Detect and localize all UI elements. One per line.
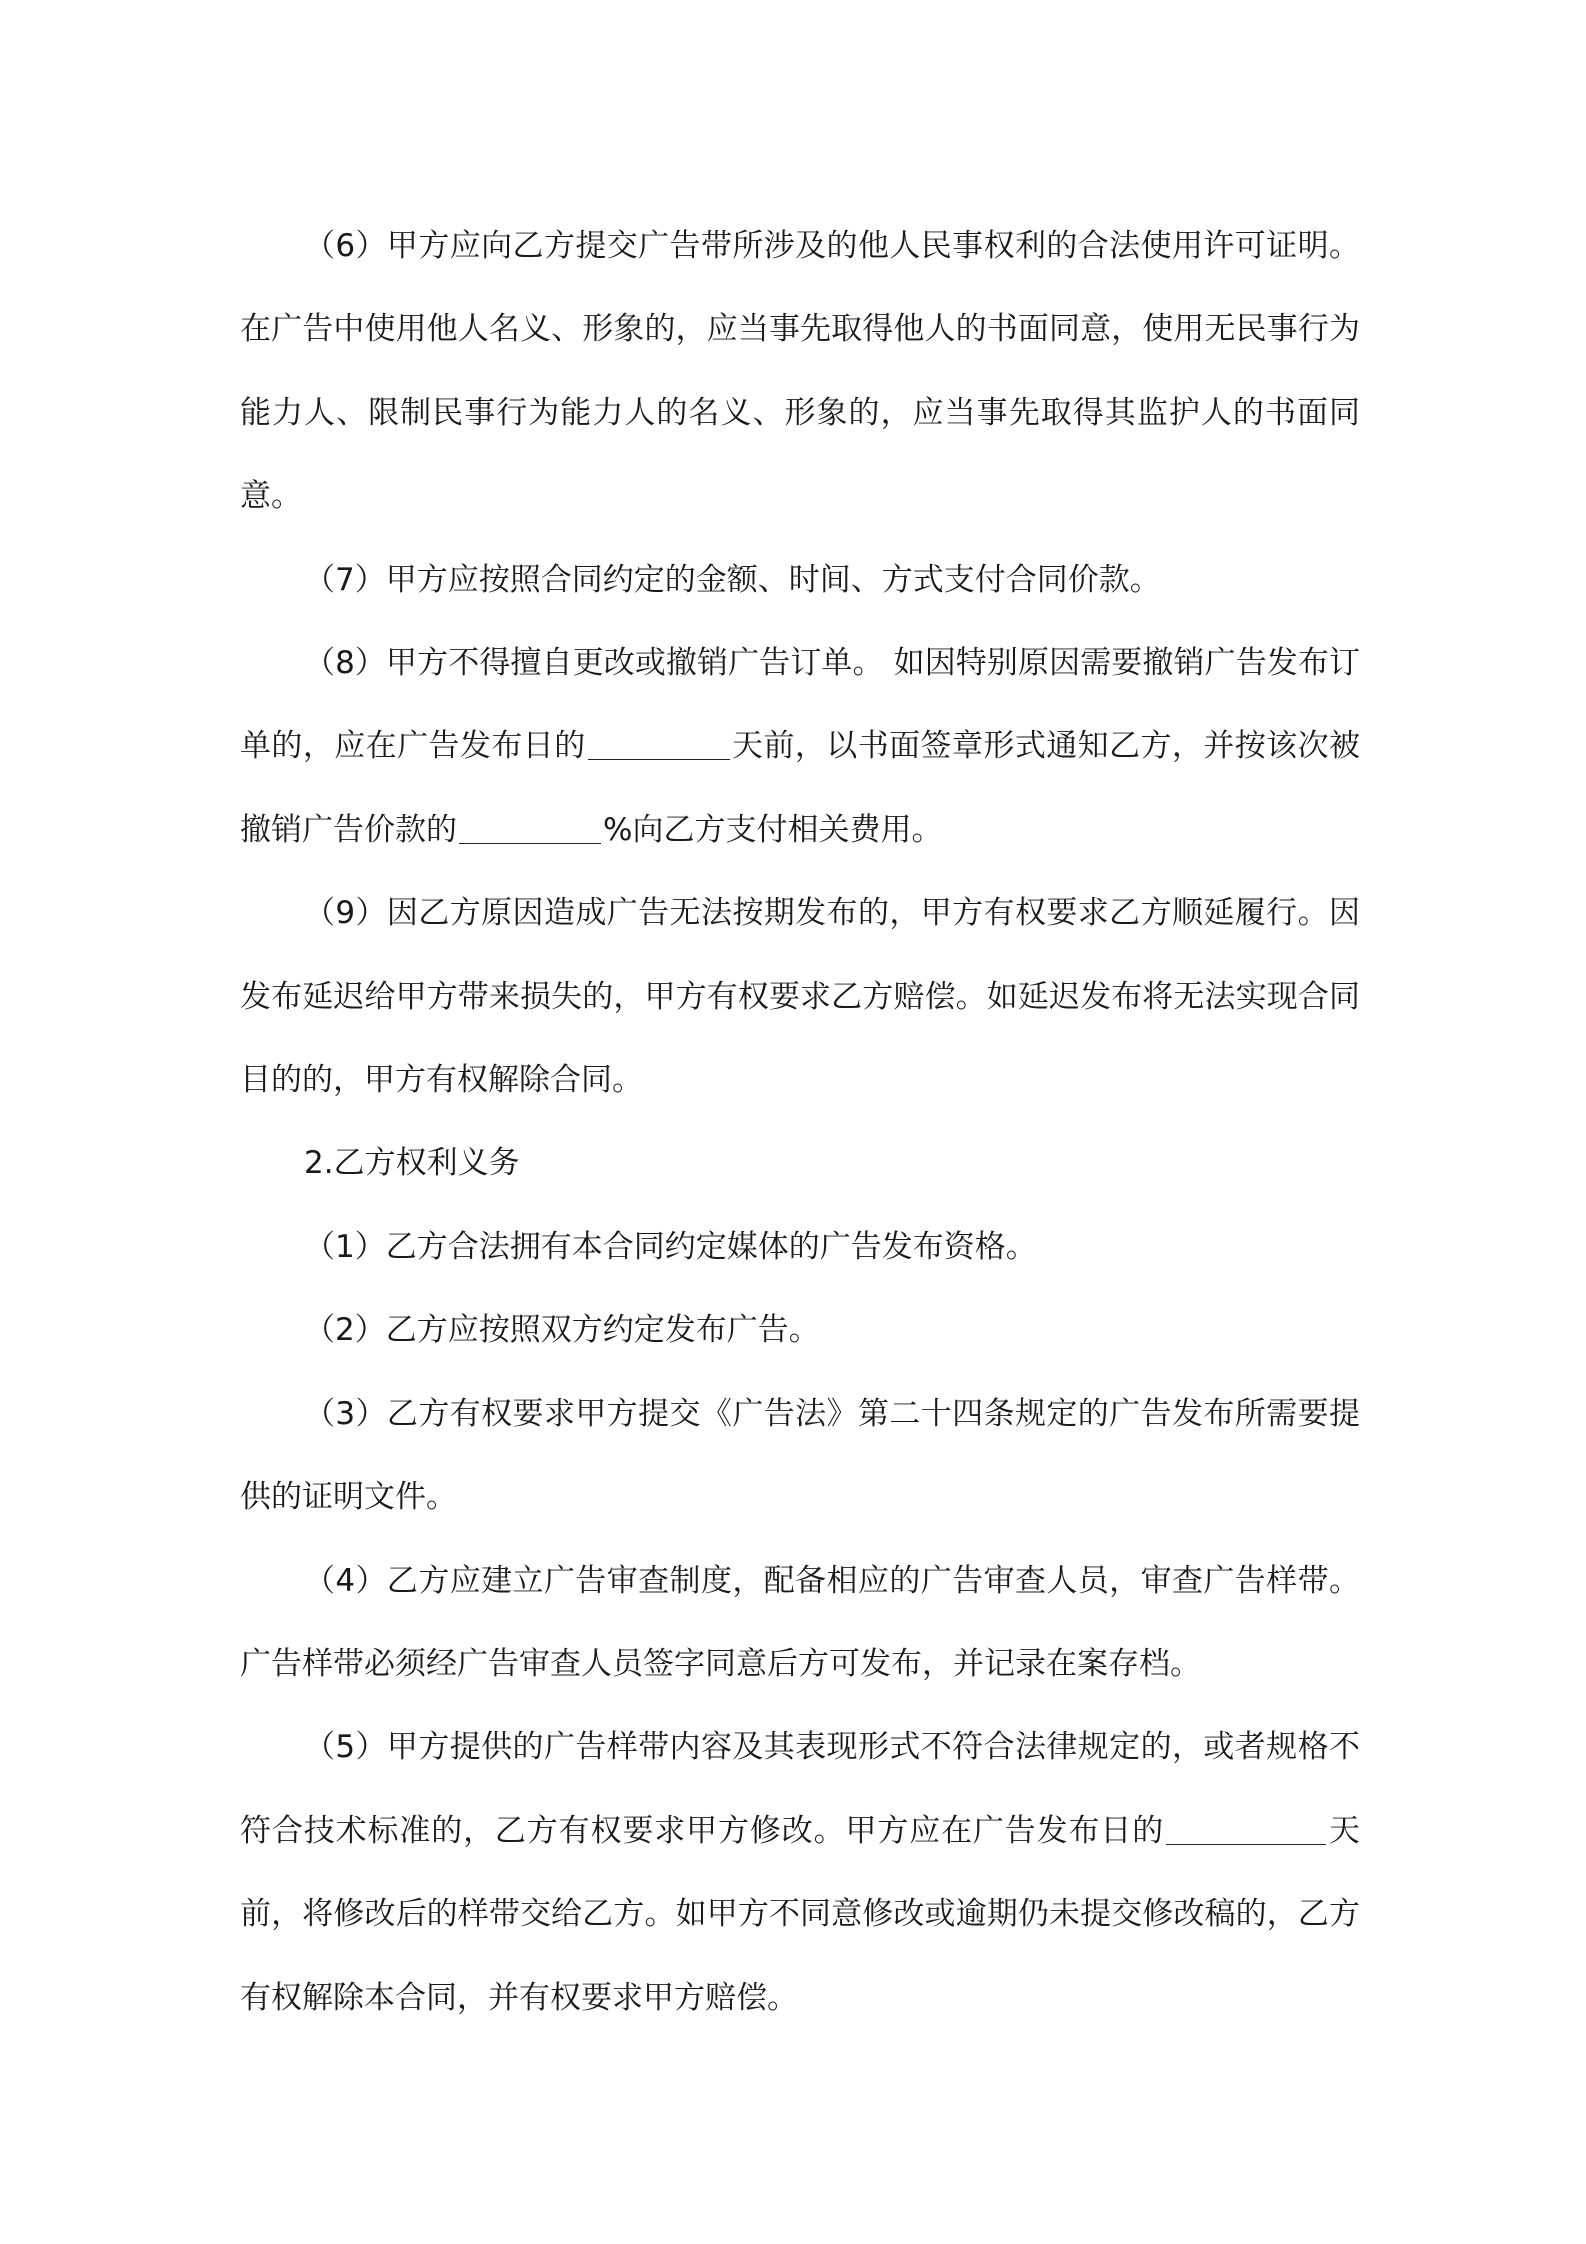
clause-a-9 bbox=[240, 872, 1360, 1122]
clause-b-1-text: （1）乙方合法拥有本合同约定媒体的广告发布资格。 bbox=[304, 1228, 1037, 1265]
document-page bbox=[240, 205, 1360, 2040]
clause-a-7-text: （7）甲方应按照合同约定的金额、时间、方式支付合同价款。 bbox=[304, 561, 1161, 598]
clause-a-7 bbox=[240, 539, 1360, 622]
clause-b-5-text-1: （5）甲方提供的广告样带内容及其表现形式不符合法律规定的，或者规格不符合技术标准的，乙方有权要求甲方修改。甲方应在广告发布日的 bbox=[240, 1729, 1360, 1849]
clause-b-1 bbox=[240, 1206, 1360, 1289]
clause-a-8-text-2: 天前，以书面签章形式通知乙方，并按该次被撤销广告价款的 bbox=[240, 728, 1361, 848]
section-heading-2-text: 2.乙方权利义务 bbox=[304, 1145, 520, 1182]
clause-b-3 bbox=[240, 1373, 1360, 1540]
clause-a-8-text-3: %向乙方支付相关费用。 bbox=[603, 811, 943, 848]
clause-a-8-text-1: （8）甲方不得擅自更改或撤销广告订单。 如因特别原因需要撤销广告发布订单的，应在广告发布日的 bbox=[240, 645, 1360, 765]
clause-b-5-text-2: 天前，将修改后的样带交给乙方。如甲方不同意修改或逾期仍未提交修改稿的，乙方有权解除本合同，并有权要求甲方赔偿。 bbox=[240, 1812, 1361, 2016]
fill-in-blank-days-revision[interactable] bbox=[1166, 1814, 1326, 1845]
clause-b-5 bbox=[240, 1706, 1360, 2040]
clause-a-9-text: （9）因乙方原因造成广告无法按期发布的，甲方有权要求乙方顺延履行。因发布延迟给甲方带来损失的，甲方有权要求乙方赔偿。如延迟发布将无法实现合同目的的，甲方有权解除合同。 bbox=[240, 895, 1360, 1099]
clause-a-6-text: （6）甲方应向乙方提交广告带所涉及的他人民事权利的合法使用许可证明。在广告中使用他人名义、形象的，应当事先取得他人的书面同意，使用无民事行为能力人、限制民事行为能力人的名义、形象的，应当事先取得其监护人的书面同意。 bbox=[240, 228, 1360, 515]
clause-b-3-text: （3）乙方有权要求甲方提交《广告法》第二十四条规定的广告发布所需要提供的证明文件。 bbox=[240, 1395, 1360, 1516]
clause-b-2-text: （2）乙方应按照双方约定发布广告。 bbox=[304, 1312, 820, 1349]
fill-in-blank-percent[interactable] bbox=[459, 813, 601, 844]
fill-in-blank-days[interactable] bbox=[588, 729, 730, 760]
section-heading-2 bbox=[240, 1122, 1360, 1205]
clause-a-8 bbox=[240, 622, 1360, 872]
clause-a-6 bbox=[240, 205, 1360, 539]
clause-b-4-text: （4）乙方应建立广告审查制度，配备相应的广告审查人员，审查广告样带。广告样带必须经广告审查人员签字同意后方可发布，并记录在案存档。 bbox=[240, 1562, 1360, 1682]
clause-b-2 bbox=[240, 1289, 1360, 1372]
clause-b-4 bbox=[240, 1540, 1360, 1707]
